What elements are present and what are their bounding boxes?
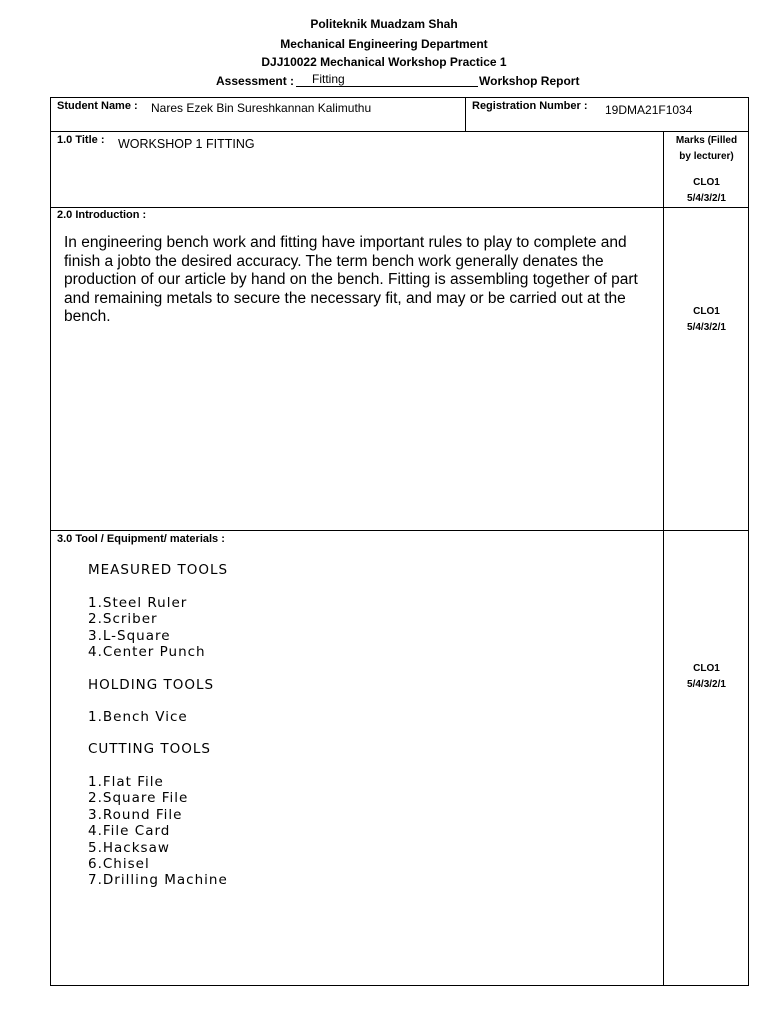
tools-label: 3.0 Tool / Equipment/ materials : xyxy=(57,533,225,545)
list-item: 1.Flat File xyxy=(88,774,164,790)
title-clo-label: CLO1 xyxy=(693,177,720,188)
introduction-clo-label: CLO1 xyxy=(693,306,720,317)
section-divider-2 xyxy=(50,530,749,531)
list-item: 6.Chisel xyxy=(88,856,150,873)
department-name: Mechanical Engineering Department xyxy=(280,37,488,51)
introduction-clo-scale: 5/4/3/2/1 xyxy=(687,322,726,333)
list-item: 7.Drilling Machine xyxy=(88,872,228,889)
marks-column-divider xyxy=(663,131,664,986)
measured-tools-list xyxy=(88,595,206,661)
assessment-line xyxy=(0,72,768,90)
assessment-underline xyxy=(296,86,478,87)
registration-value: 19DMA21F1034 xyxy=(605,103,693,117)
introduction-label: 2.0 Introduction : xyxy=(57,209,147,221)
list-item: 4.File Card xyxy=(88,823,171,840)
assessment-value: Fitting xyxy=(312,72,345,86)
title-value: WORKSHOP 1 FITTING xyxy=(118,137,255,151)
section-divider-1 xyxy=(50,207,749,208)
tools-clo-scale: 5/4/3/2/1 xyxy=(687,679,726,690)
student-name-value: Nares Ezek Bin Sureshkannan Kalimuthu xyxy=(151,101,372,115)
tools-clo xyxy=(664,661,749,693)
list-item: 1.Bench Vice xyxy=(88,709,188,725)
holding-tools-list xyxy=(88,709,188,725)
list-item: 4.Center Punch xyxy=(88,644,206,661)
assessment-label: Assessment : xyxy=(216,74,295,88)
cutting-tools-heading: CUTTING TOOLS xyxy=(88,741,211,757)
title-clo xyxy=(664,175,749,207)
introduction-text: In engineering bench work and fitting have important rules to play to complete and finish a jobto the desired accuracy. The term bench work generally denates the production of our article by hand on the bench. Fitting is assembling together of part and remaining metals to secure the necessary fit, and may or be carried out at the bench. xyxy=(64,234,638,325)
marks-header xyxy=(664,133,749,165)
list-item: 2.Scriber xyxy=(88,611,158,628)
institution-name: Politeknik Muadzam Shah xyxy=(310,17,458,31)
measured-tools-heading: MEASURED TOOLS xyxy=(88,562,229,578)
introduction-clo xyxy=(664,304,749,336)
cutting-tools-list xyxy=(88,774,228,889)
list-item: 2.Square File xyxy=(88,790,189,807)
title-clo-scale: 5/4/3/2/1 xyxy=(687,193,726,204)
student-name-label: Student Name : xyxy=(57,100,138,112)
holding-tools-heading: HOLDING TOOLS xyxy=(88,677,215,693)
list-item: 3.Round File xyxy=(88,806,183,823)
list-item: 5.Hacksaw xyxy=(88,839,170,856)
course-name: DJJ10022 Mechanical Workshop Practice 1 xyxy=(261,55,507,69)
list-item: 1.Steel Ruler xyxy=(88,595,188,611)
title-label: 1.0 Title : xyxy=(57,134,105,146)
tools-clo-label: CLO1 xyxy=(693,663,720,674)
registration-label: Registration Number : xyxy=(472,100,588,112)
assessment-suffix: Workshop Report xyxy=(479,74,580,88)
student-row-divider xyxy=(465,97,466,132)
marks-header-line-1: Marks (Filled xyxy=(675,135,738,146)
marks-header-line-2: by lecturer) xyxy=(679,151,734,162)
list-item: 3.L-Square xyxy=(88,627,171,644)
